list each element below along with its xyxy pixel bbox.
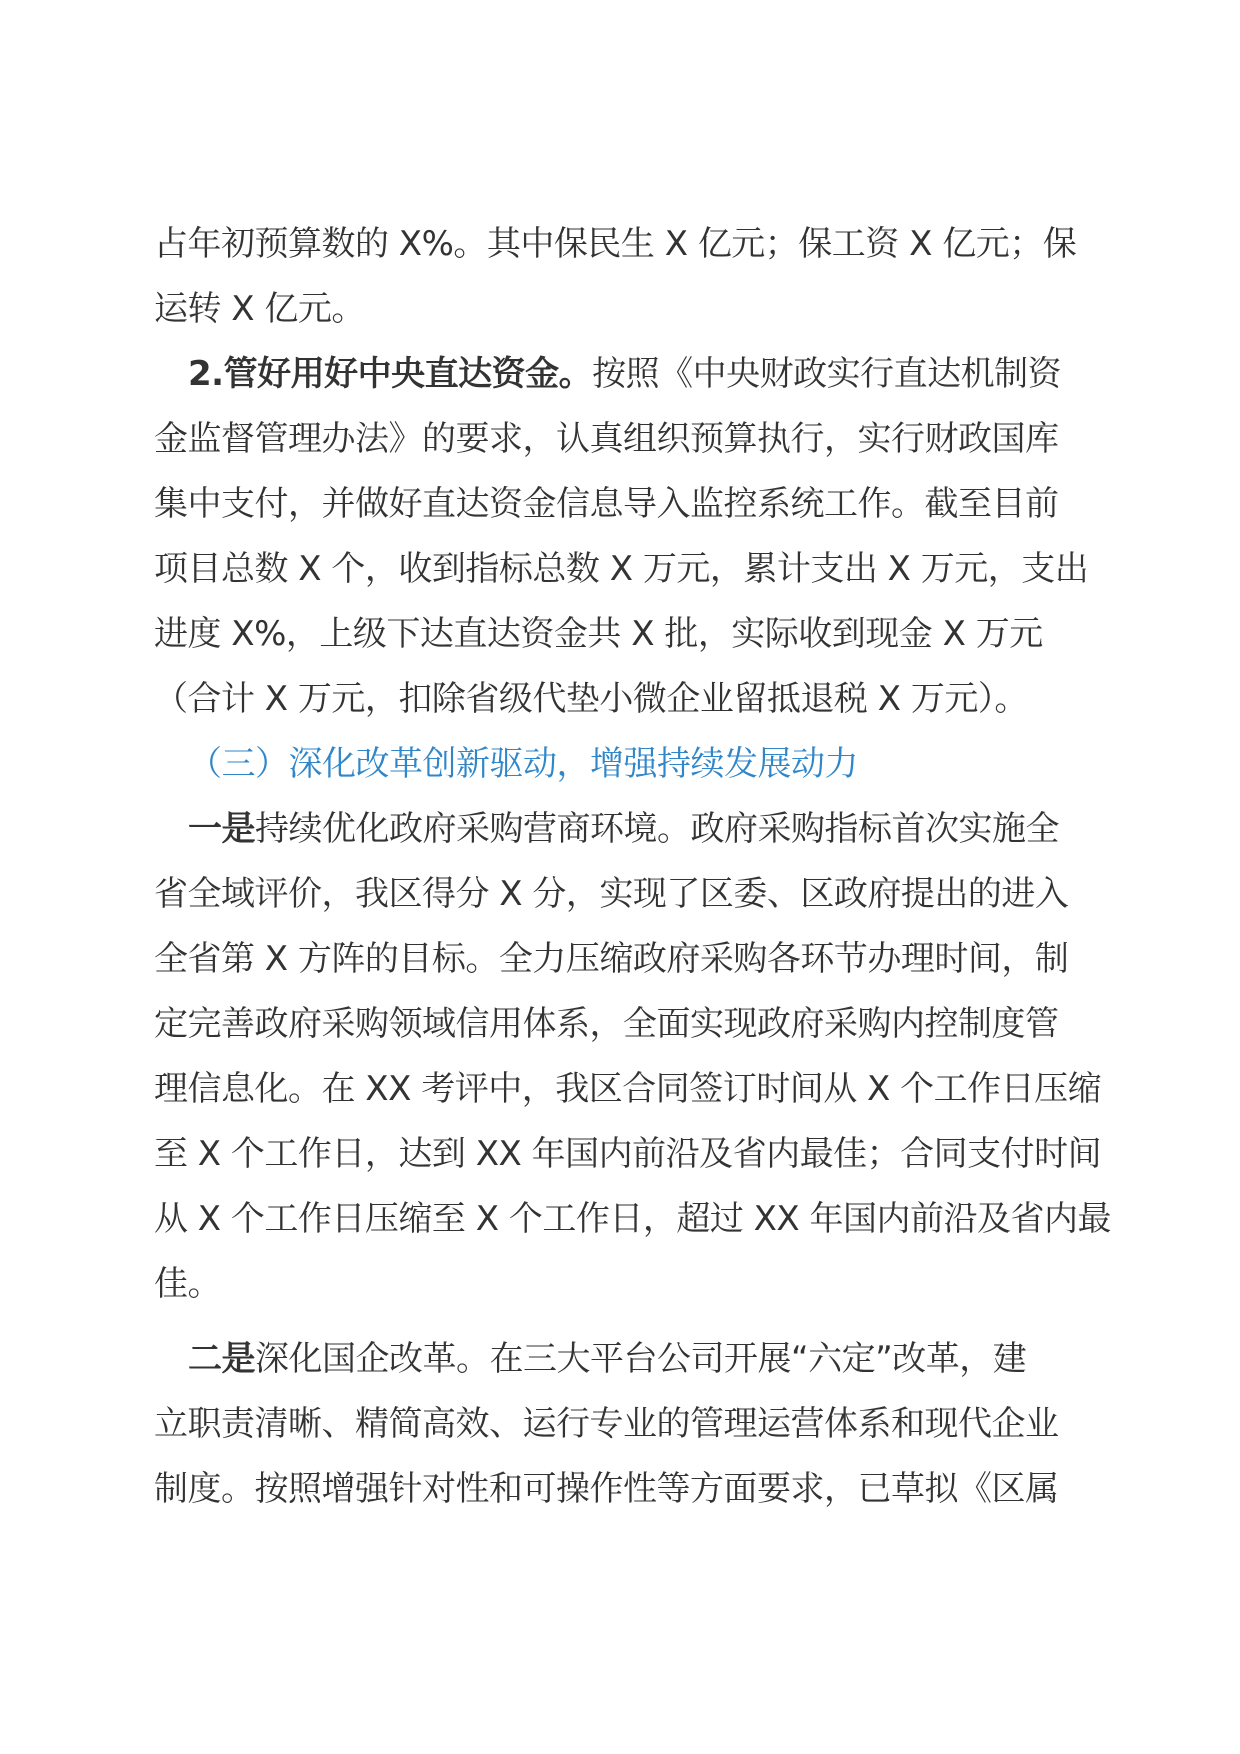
line-text: 占年初预算数的 X%。其中保民生 X 亿元；保工资 X 亿元；保 (154, 224, 1077, 264)
text-line (154, 927, 1094, 992)
line-text: 项目总数 X 个，收到指标总数 X 万元，累计支出 X 万元，支出 (154, 549, 1089, 589)
text-line (154, 277, 1094, 342)
paragraph-start (154, 797, 1094, 862)
text-line (154, 407, 1094, 472)
line-text: （合计 X 万元，扣除省级代垫小微企业留抵退税 X 万元）。 (154, 679, 1028, 719)
text-line (154, 667, 1094, 732)
line-text: 金监督管理办法》的要求，认真组织预算执行，实行财政国库 (154, 419, 1059, 459)
line-text: 定完善政府采购领域信用体系，全面实现政府采购内控制度管 (154, 1004, 1059, 1044)
section-heading (154, 732, 1094, 797)
text-line (154, 1122, 1102, 1187)
text-line (154, 212, 1094, 277)
text-line (154, 1057, 1102, 1122)
text-line (154, 602, 1094, 667)
line-text: 全省第 X 方阵的目标。全力压缩政府采购各环节办理时间，制 (154, 939, 1069, 979)
line-text: 集中支付，并做好直达资金信息导入监控系统工作。截至目前 (154, 484, 1059, 524)
paragraph-lead: 二是 (188, 1339, 255, 1379)
line-text: 深化国企改革。在三大平台公司开展“六定”改革，建 (255, 1339, 1027, 1379)
line-text: 从 X 个工作日压缩至 X 个工作日，超过 XX 年国内前沿及省内最 (154, 1199, 1112, 1239)
text-line (154, 1392, 1094, 1457)
line-text: 佳。 (154, 1264, 221, 1304)
line-text: 省全域评价，我区得分 X 分，实现了区委、区政府提出的进入 (154, 874, 1069, 914)
line-text: 持续优化政府采购营商环境。政府采购指标首次实施全 (255, 809, 1059, 849)
line-text: 至 X 个工作日，达到 XX 年国内前沿及省内最佳；合同支付时间 (154, 1134, 1102, 1174)
text-line (154, 537, 1094, 602)
paragraph-start (154, 1327, 1094, 1392)
line-text: 理信息化。在 XX 考评中，我区合同签订时间从 X 个工作日压缩 (154, 1069, 1102, 1109)
text-line (154, 992, 1094, 1057)
document-page (154, 212, 1112, 1522)
line-text: 立职责清晰、精简高效、运行专业的管理运营体系和现代企业 (154, 1404, 1059, 1444)
section-heading-text: （三）深化改革创新驱动，增强持续发展动力 (188, 744, 858, 784)
text-line (154, 862, 1094, 927)
text-line (154, 472, 1094, 537)
paragraph-lead: 一是 (188, 809, 255, 849)
text-line (154, 1187, 1112, 1252)
line-text: 制度。按照增强针对性和可操作性等方面要求，已草拟《区属 (154, 1469, 1059, 1509)
text-line (154, 1252, 1094, 1317)
line-text: 进度 X%，上级下达直达资金共 X 批，实际收到现金 X 万元 (154, 614, 1043, 654)
paragraph-heading: 2.管好用好中央直达资金。 (188, 354, 593, 394)
line-text: 运转 X 亿元。 (154, 289, 365, 329)
paragraph-start (154, 342, 1094, 407)
text-line (154, 1457, 1094, 1522)
line-text: 按照《中央财政实行直达机制资 (592, 354, 1062, 394)
